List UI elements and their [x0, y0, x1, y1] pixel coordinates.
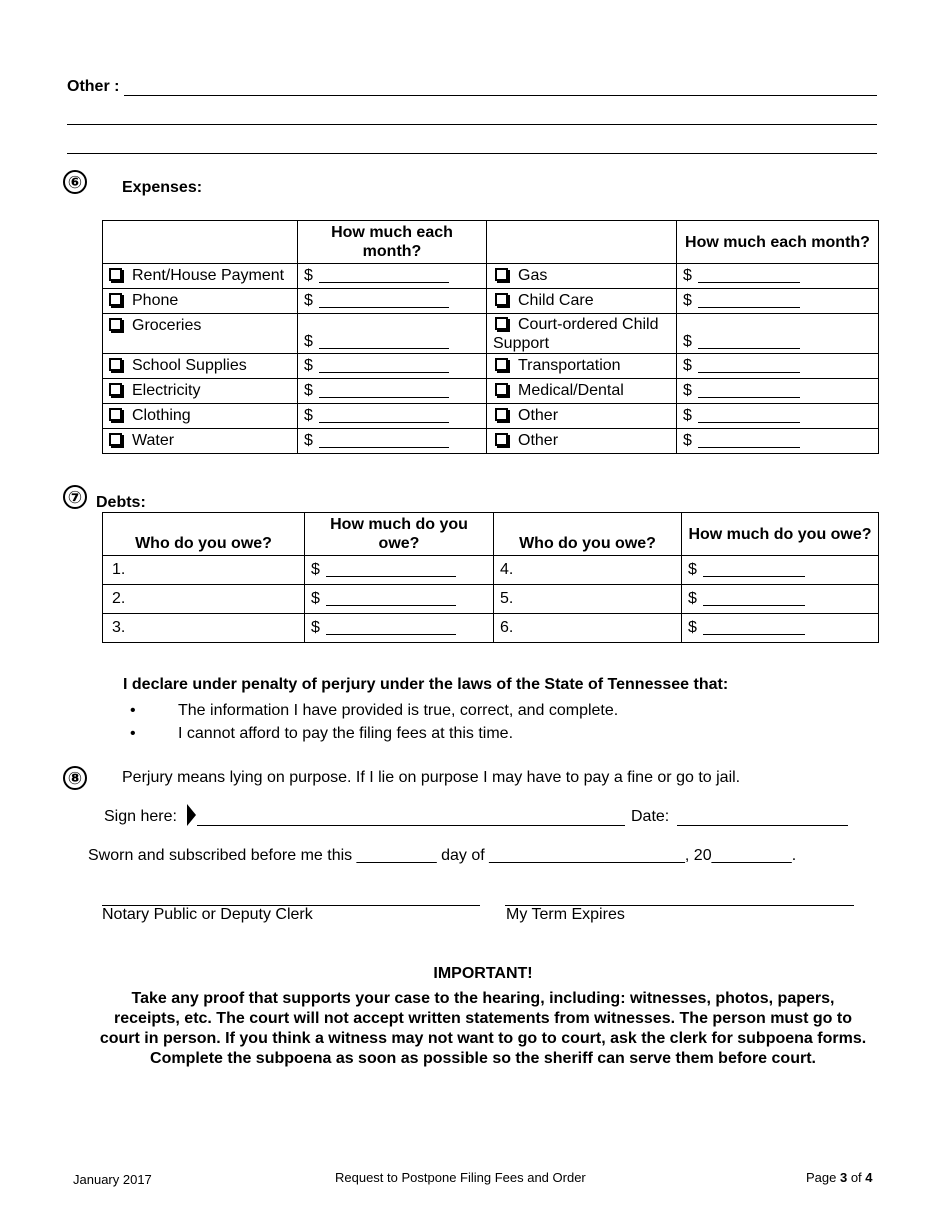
debt-who-1[interactable]: 1.	[103, 556, 305, 585]
expense-item-electricity: Electricity	[103, 379, 298, 404]
expense-amount-rent: $	[298, 264, 487, 289]
expense-amount-other-1: $	[677, 404, 879, 429]
sign-here-arrow-icon	[187, 804, 196, 826]
important-line-4: Complete the subpoena as soon as possible so the sheriff can serve them before court.	[150, 1050, 816, 1067]
expense-amount-child-support: $	[677, 314, 879, 354]
amount-blank[interactable]	[319, 268, 449, 283]
declaration-item: • The information I have provided is true, correct, and complete.	[130, 702, 618, 725]
amount-blank[interactable]	[698, 408, 800, 423]
expense-amount-transportation: $	[677, 354, 879, 379]
footer-form-title: Request to Postpone Filing Fees and Order	[335, 1170, 586, 1185]
declaration-item: • I cannot afford to pay the filing fees at this time.	[130, 725, 618, 748]
amount-blank[interactable]	[698, 358, 800, 373]
amount-blank[interactable]	[319, 334, 449, 349]
expense-item-child-care: Child Care	[487, 289, 677, 314]
expense-item-medical: Medical/Dental	[487, 379, 677, 404]
debts-header-who-left: Who do you owe?	[103, 513, 305, 556]
checkbox[interactable]	[495, 358, 508, 371]
amount-blank[interactable]	[326, 562, 456, 577]
expense-item-child-support: Court-ordered Child Support	[487, 314, 677, 354]
checkbox[interactable]	[495, 433, 508, 446]
expense-item-school-supplies: School Supplies	[103, 354, 298, 379]
section-8-number: ⑧	[63, 766, 87, 790]
amount-blank[interactable]	[698, 268, 800, 283]
debt-amount-4: $	[682, 556, 879, 585]
amount-blank[interactable]	[319, 383, 449, 398]
sign-label: Sign here:	[104, 808, 177, 825]
notary-label: Notary Public or Deputy Clerk	[102, 906, 313, 923]
debt-amount-3: $	[305, 614, 494, 643]
amount-blank[interactable]	[326, 591, 456, 606]
expense-amount-gas: $	[677, 264, 879, 289]
amount-blank[interactable]	[319, 408, 449, 423]
amount-blank[interactable]	[698, 334, 800, 349]
other-label: Other :	[67, 78, 120, 95]
debt-who-3[interactable]: 3.	[103, 614, 305, 643]
expenses-title: Expenses:	[122, 179, 203, 196]
other-line-3[interactable]	[67, 153, 877, 154]
term-expires-label: My Term Expires	[506, 906, 625, 923]
debt-who-6[interactable]: 6.	[494, 614, 682, 643]
declaration-list	[130, 702, 618, 748]
checkbox[interactable]	[109, 293, 122, 306]
checkbox[interactable]	[495, 293, 508, 306]
expense-amount-other-2: $	[677, 429, 879, 454]
expenses-header-amount-left: How much each month?	[298, 221, 487, 264]
debt-amount-1: $	[305, 556, 494, 585]
footer-date: January 2017	[73, 1172, 152, 1187]
expense-amount-groceries: $	[298, 314, 487, 354]
debts-header-who-right: Who do you owe?	[494, 513, 682, 556]
amount-blank[interactable]	[326, 620, 456, 635]
checkbox[interactable]	[109, 383, 122, 396]
expense-amount-phone: $	[298, 289, 487, 314]
expense-amount-clothing: $	[298, 404, 487, 429]
debts-header-amount-left: How much do you owe?	[305, 513, 494, 556]
checkbox[interactable]	[109, 433, 122, 446]
checkbox[interactable]	[495, 268, 508, 281]
amount-blank[interactable]	[319, 433, 449, 448]
debt-amount-5: $	[682, 585, 879, 614]
debt-amount-2: $	[305, 585, 494, 614]
amount-blank[interactable]	[703, 620, 805, 635]
expenses-header-amount-right: How much each month?	[677, 221, 879, 264]
perjury-text: Perjury means lying on purpose. If I lie on purpose I may have to pay a fine or go to jail.	[122, 769, 741, 786]
amount-blank[interactable]	[698, 433, 800, 448]
debt-who-2[interactable]: 2.	[103, 585, 305, 614]
sworn-text: Sworn and subscribed before me this _________ day of ______________________, 20_________.	[88, 847, 797, 864]
expense-amount-electricity: $	[298, 379, 487, 404]
checkbox[interactable]	[109, 408, 122, 421]
expense-amount-school-supplies: $	[298, 354, 487, 379]
checkbox[interactable]	[495, 383, 508, 396]
debt-who-5[interactable]: 5.	[494, 585, 682, 614]
checkbox[interactable]	[109, 268, 122, 281]
debts-title: Debts:	[96, 494, 146, 511]
important-title: IMPORTANT!	[433, 965, 533, 982]
debt-amount-6: $	[682, 614, 879, 643]
amount-blank[interactable]	[698, 293, 800, 308]
checkbox[interactable]	[109, 358, 122, 371]
debts-header-amount-right: How much do you owe?	[682, 513, 879, 556]
expense-item-other-2: Other	[487, 429, 677, 454]
date-line[interactable]	[677, 825, 848, 826]
expense-item-phone: Phone	[103, 289, 298, 314]
amount-blank[interactable]	[703, 591, 805, 606]
expense-item-rent: Rent/House Payment	[103, 264, 298, 289]
expense-amount-child-care: $	[677, 289, 879, 314]
amount-blank[interactable]	[319, 293, 449, 308]
expense-amount-medical: $	[677, 379, 879, 404]
date-label: Date:	[631, 808, 670, 825]
amount-blank[interactable]	[703, 562, 805, 577]
expense-item-clothing: Clothing	[103, 404, 298, 429]
signature-line[interactable]	[197, 825, 625, 826]
debts-table	[102, 512, 879, 643]
other-line-2[interactable]	[67, 124, 877, 125]
important-line-3: court in person. If you think a witness may not want to go to court, ask the clerk for subpoena forms.	[99, 1030, 867, 1047]
section-6-number: ⑥	[63, 170, 87, 194]
expenses-table	[102, 220, 879, 454]
section-7-number: ⑦	[63, 485, 87, 509]
declaration-heading: I declare under penalty of perjury under the laws of the State of Tennessee that:	[123, 676, 729, 693]
footer-page-number: Page 3 of 4	[806, 1170, 873, 1185]
expense-item-gas: Gas	[487, 264, 677, 289]
expenses-header-blank-left	[103, 221, 298, 264]
expense-item-other-1: Other	[487, 404, 677, 429]
checkbox[interactable]	[495, 317, 508, 330]
expense-amount-water: $	[298, 429, 487, 454]
expenses-header-blank-right	[487, 221, 677, 264]
debt-who-4[interactable]: 4.	[494, 556, 682, 585]
expense-item-transportation: Transportation	[487, 354, 677, 379]
expense-item-water: Water	[103, 429, 298, 454]
other-line-1[interactable]	[124, 95, 877, 96]
important-line-2: receipts, etc. The court will not accept written statements from witnesses. The person must go to	[114, 1010, 852, 1027]
amount-blank[interactable]	[319, 358, 449, 373]
important-line-1: Take any proof that supports your case to the hearing, including: witnesses, photos, papers,	[131, 990, 835, 1007]
checkbox[interactable]	[109, 318, 122, 331]
expense-item-groceries: Groceries	[103, 314, 298, 354]
amount-blank[interactable]	[698, 383, 800, 398]
checkbox[interactable]	[495, 408, 508, 421]
